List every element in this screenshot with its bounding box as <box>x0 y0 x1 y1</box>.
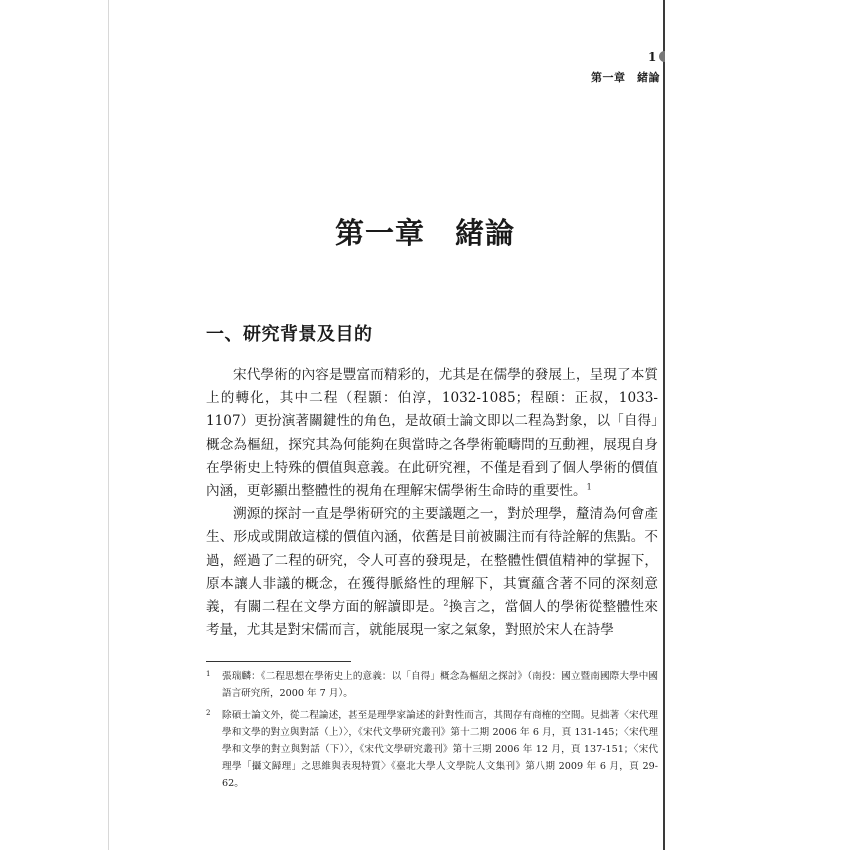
body-text <box>206 364 658 642</box>
footnote-1-mark: 1 <box>206 670 211 678</box>
page-tab-marker <box>659 51 665 62</box>
footnote-2-mark: 2 <box>206 709 211 717</box>
footnote-1-text: 張瑞麟：《二程思想在學術史上的意義：以「自得」概念為樞紐之探討》（南投：國立暨南國際大學中國語言研究所，2000 年 7 月）。 <box>222 671 658 699</box>
page-number: 1 <box>648 50 657 64</box>
footnote-2 <box>206 707 658 792</box>
chapter-title: 第一章 緒論 <box>334 216 515 251</box>
footnotes <box>206 668 658 797</box>
paragraph-2 <box>206 503 658 642</box>
paragraph-2-text-before: 溯源的探討一直是學術研究的主要議題之一，對於理學，釐清為何會產生、形成或開啟這樣的價值內涵，依舊是目前被關注而有待詮解的焦點。不過，經過了二程的研究，令人可喜的發現是，在整體性價值精神的掌握下，原本讓人非議的概念，在獲得脈絡性的理解下，其實蘊含著不同的深刻意義，有關二程在文學方面的解讀即是。 <box>206 506 658 616</box>
running-header: 第一章 緒論 <box>591 71 660 84</box>
footnote-divider <box>206 661 351 662</box>
paragraph-2-text-after: 換言之，當個人的學術從整體性來考量，尤其是對宋儒而言，就能展現一家之氣象，對照於宋人在詩學 <box>206 599 659 639</box>
paragraph-1 <box>206 364 658 503</box>
footnote-ref-1[interactable]: 1 <box>586 482 592 492</box>
footnote-2-text: 除碩士論文外，從二程論述，甚至是理學家論述的針對性而言，其間存有商榷的空間。見拙著〈宋代理學和文學的對立與對話（上）〉，《宋代文學研究叢刊》第十二期 2006 年 6 月，頁 131-145；〈宋代理學和文學的對立與對話（下）〉，《宋代文學研究叢刊》第十三期 2006 年 12 月，頁 137-151；〈宋代理學「攝文歸理」之思維與表現特質〉《臺北大學人文學院人文集刊》第八期 2009 年 6 月，頁 29-62。 <box>222 710 658 789</box>
paragraph-1-text: 宋代學術的內容是豐富而精彩的，尤其是在儒學的發展上，呈現了本質上的轉化，其中二程（程顥：伯淳，1032-1085；程頤：正叔，1033-1107）更扮演著關鍵性的角色，是故碩士論文即以二程為對象，以「自得」概念為樞紐，探究其為何能夠在與當時之各學術範疇問的互動裡，展現自身在學術史上特殊的價值與意義。在此研究裡，不僅是看到了個人學術的價值內涵，更彰顯出整體性的視角在理解宋儒學術生命時的重要性。 <box>206 367 658 500</box>
footnote-1 <box>206 668 658 702</box>
footnote-ref-2[interactable]: 2 <box>443 598 449 608</box>
section-heading: 一、研究背景及目的 <box>206 323 373 345</box>
